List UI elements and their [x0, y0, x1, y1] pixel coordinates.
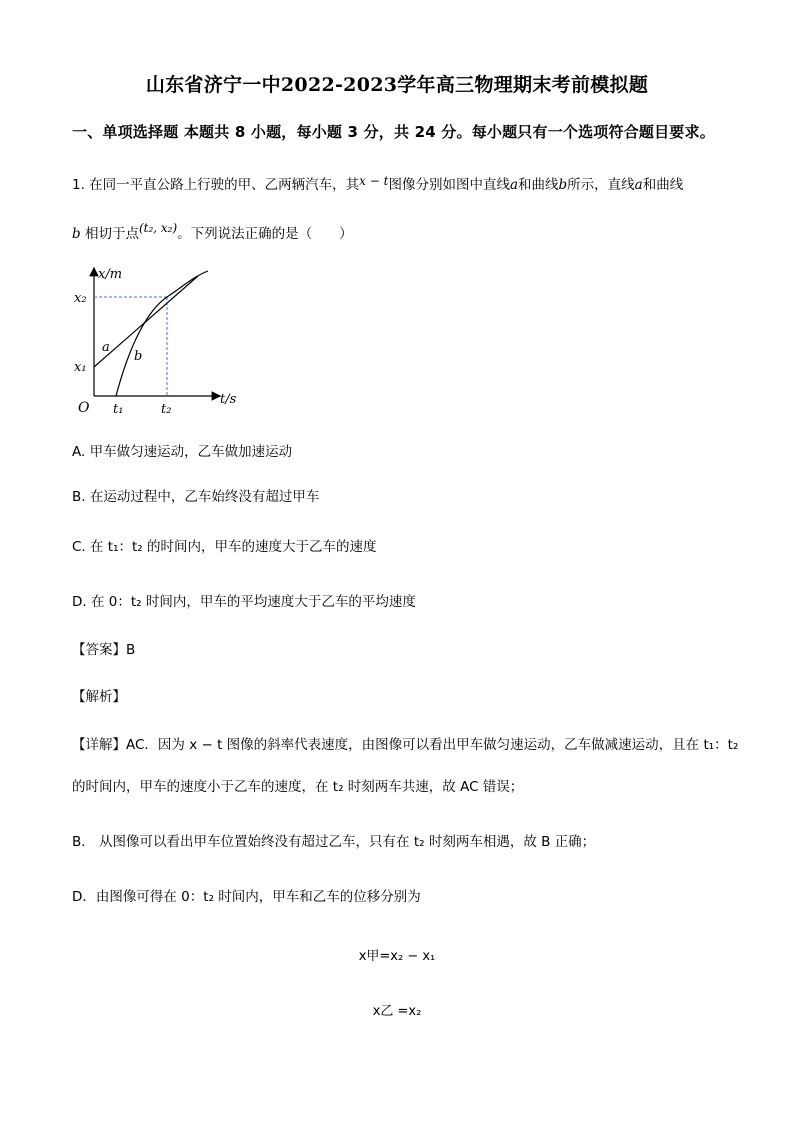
y-axis-label: x/m	[98, 267, 123, 282]
line-a-symbol: a	[509, 177, 519, 193]
curve-b	[116, 271, 208, 396]
stem-text: 图像分别如图中直线	[388, 177, 510, 193]
stem-text: 1. 在同一平直公路上行驶的甲、乙两辆汽车，其	[72, 177, 360, 193]
equation-displacement-yi: x乙 =x₂	[372, 1004, 422, 1019]
stem-text: 和曲线	[642, 177, 684, 193]
answer-line	[72, 640, 135, 660]
curve-b-symbol: b	[558, 177, 568, 193]
t2-tick-label: t₂	[161, 402, 172, 417]
section-heading: 一、单项选择题 本题共 8 小题，每小题 3 分，共 24 分。每小题只有一个选项符合题目要求。	[72, 123, 715, 141]
equation-displacement-jia: x甲=x₂ − x₁	[358, 949, 436, 964]
x-axis-label: t/s	[220, 392, 237, 407]
stem-text: 相切于点	[84, 226, 139, 242]
detail-line-4: D．由图像可得在 0：t₂ 时间内，甲车和乙车的位移分别为	[72, 889, 421, 905]
question-stem-line-1	[72, 171, 683, 195]
xt-graph	[70, 258, 260, 428]
page-title: 山东省济宁一中2022-2023学年高三物理期末考前模拟题	[145, 74, 649, 96]
option-d: D. 在 0：t₂ 时间内，甲车的平均速度大于乙车的平均速度	[72, 594, 416, 610]
answer-value: B	[126, 642, 136, 658]
analysis-heading: 【解析】	[72, 689, 126, 705]
option-b: B. 在运动过程中，乙车始终没有超过甲车	[72, 489, 320, 505]
tangent-point: (t₂, x₂)	[138, 221, 178, 235]
detail-line-1: 【详解】AC．因为 x − t 图像的斜率代表速度，由图像可以看出甲车做匀速运动，乙车做减速运动，且在 t₁：t₂	[72, 737, 739, 753]
detail-line-2: 的时间内，甲车的速度小于乙车的速度，在 t₂ 时刻两车共速，故 AC 错误；	[72, 779, 524, 795]
origin-label: O	[78, 400, 90, 416]
x1-tick-label: x₁	[74, 360, 87, 375]
detail-line-3: B． 从图像可以看出甲车位置始终没有超过乙车，只有在 t₂ 时刻两车相遇，故 B 正确；	[72, 834, 596, 850]
line-a-label: a	[102, 340, 110, 355]
option-a: A. 甲车做匀速运动，乙车做加速运动	[72, 444, 293, 460]
x2-tick-label: x₂	[74, 291, 87, 306]
stem-text: 和曲线	[518, 177, 559, 193]
stem-text: 所示，直线	[567, 177, 635, 193]
xt-symbol: x − t	[359, 174, 389, 188]
t1-tick-label: t₁	[113, 402, 124, 417]
stem-text: 。下列说法正确的是（ ）	[177, 226, 353, 242]
answer-tag: 【答案】	[72, 642, 126, 658]
curve-b-symbol: b	[72, 226, 81, 242]
question-stem-line-2	[72, 218, 353, 244]
line-a-symbol: a	[634, 177, 643, 193]
option-c: C. 在 t₁：t₂ 的时间内，甲车的速度大于乙车的速度	[72, 539, 377, 555]
curve-b-label: b	[134, 349, 143, 364]
